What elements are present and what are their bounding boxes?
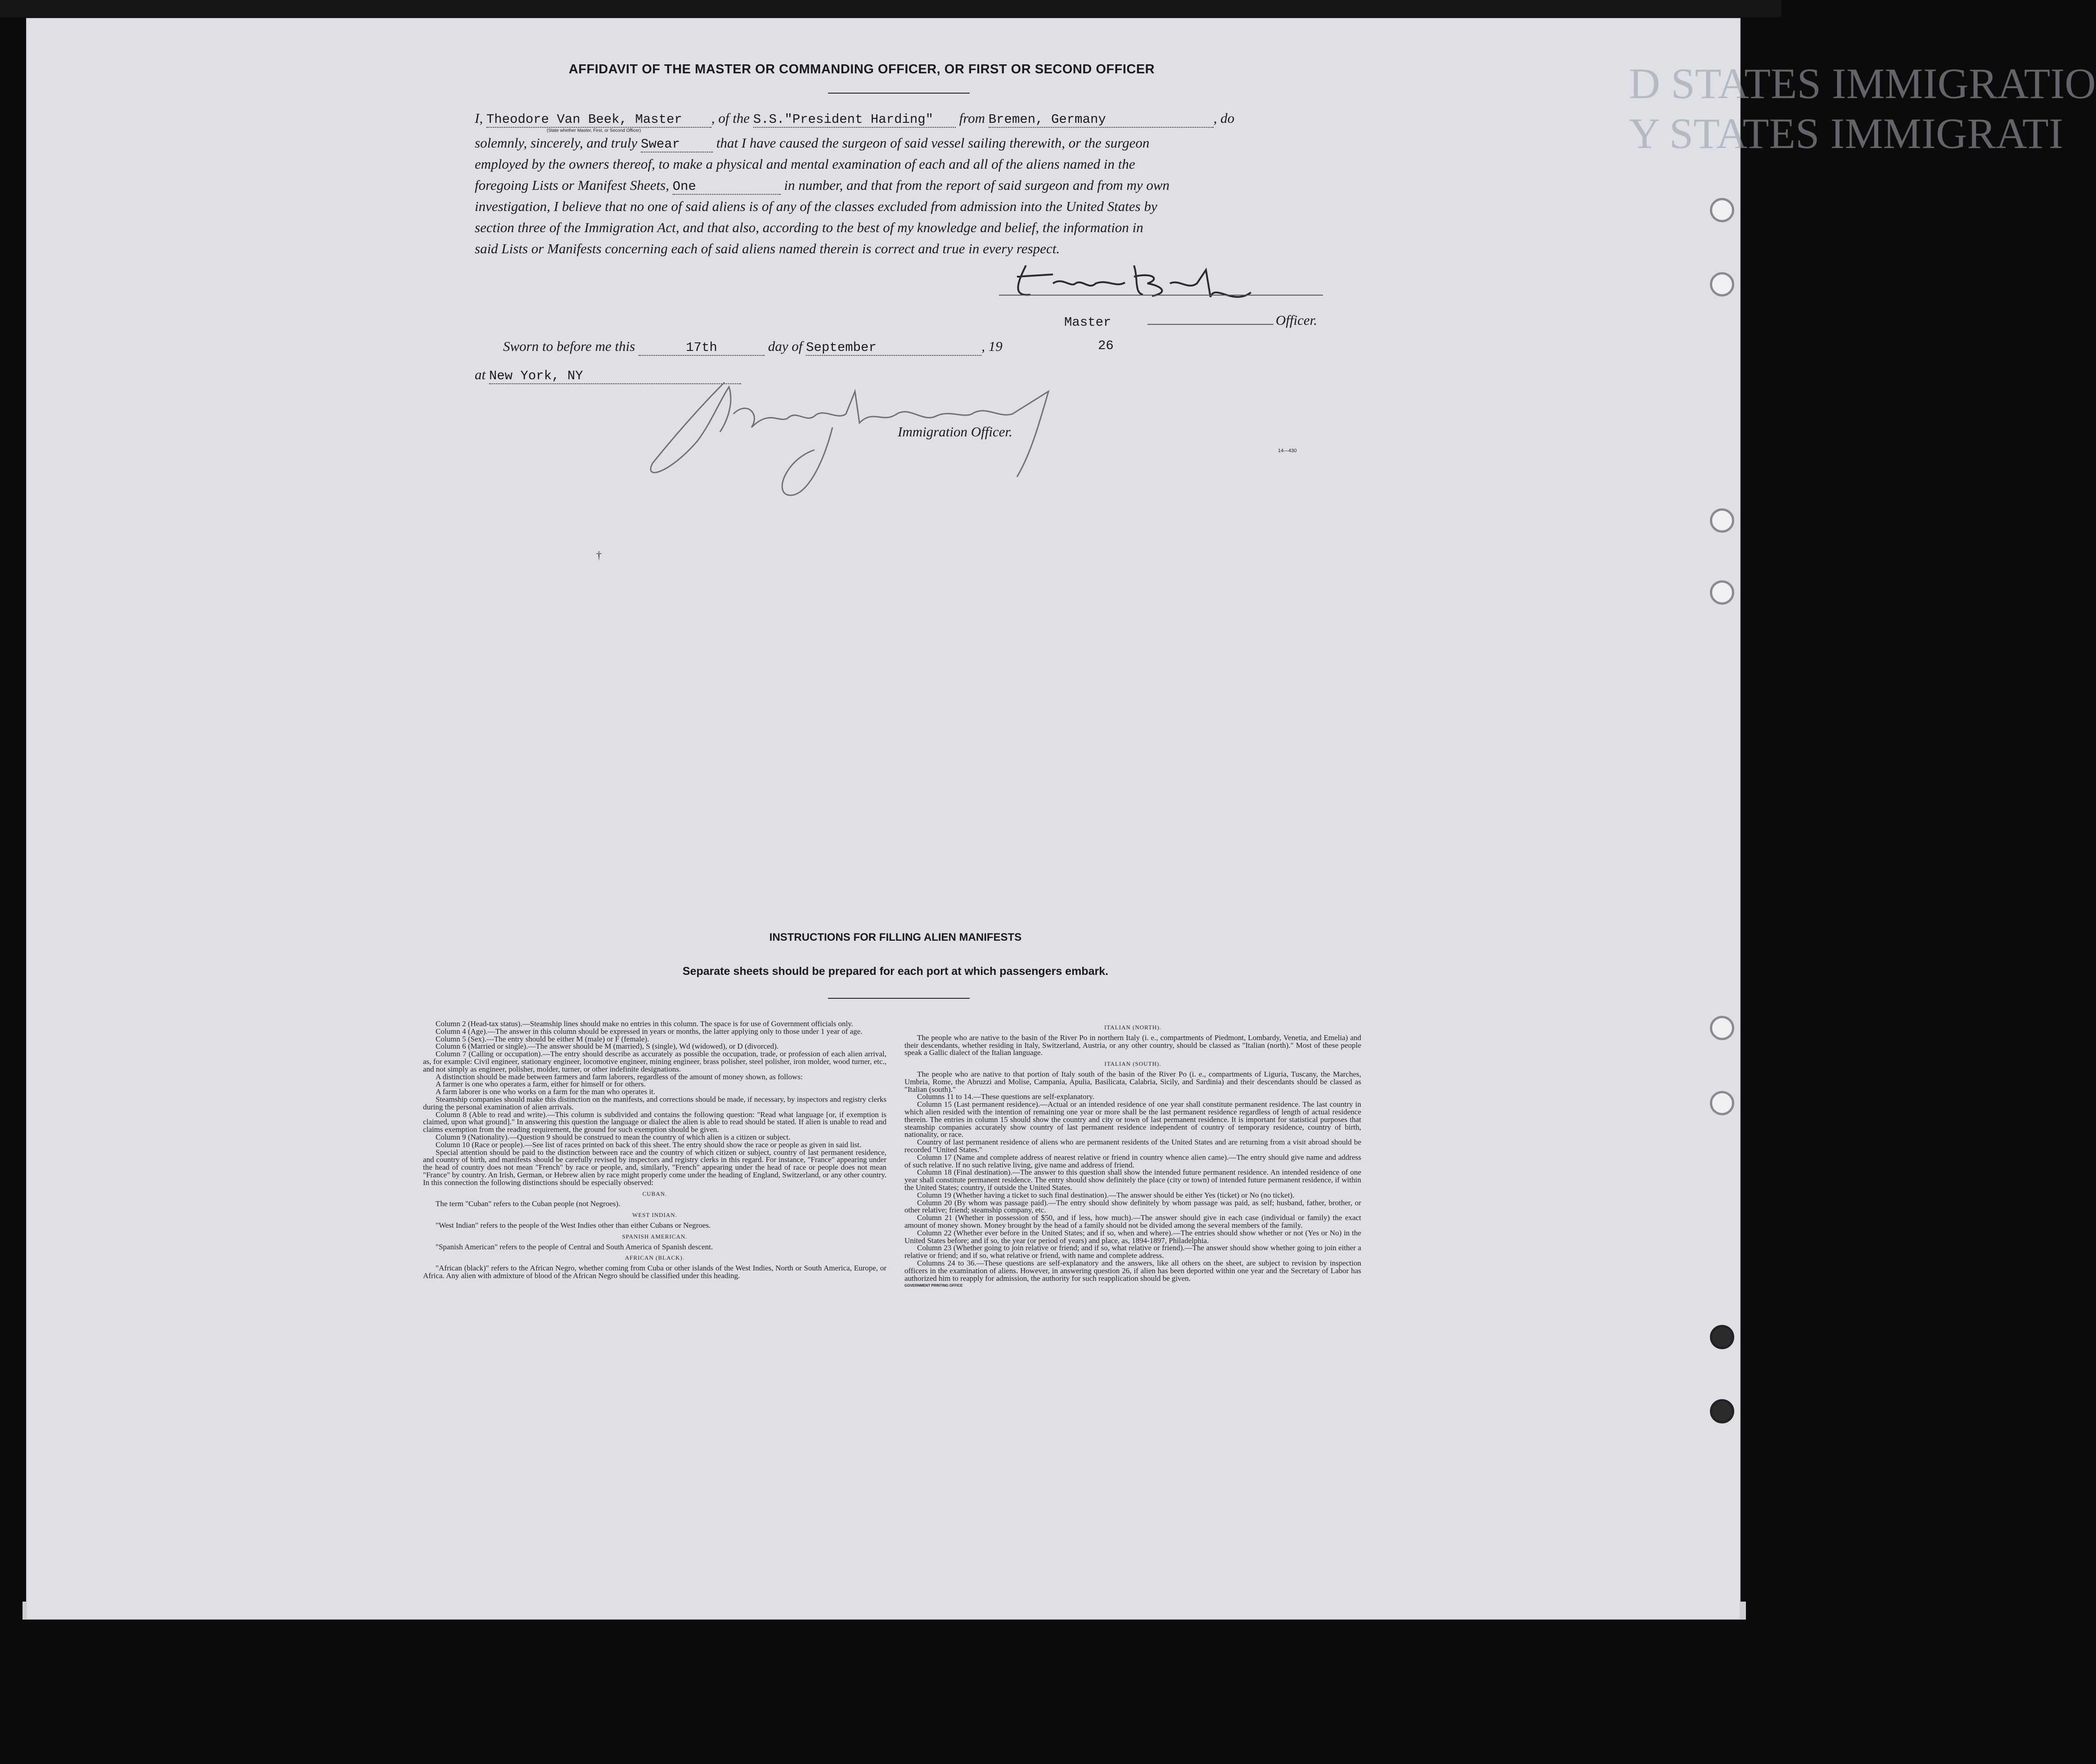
instructions-subtitle: Separate sheets should be prepared for each port at which passengers embark.: [682, 965, 1109, 978]
affidavit-line-6: section three of the Immigration Act, and that also, according to the best of my knowledge and belief, the information in: [475, 220, 1143, 235]
instructions-right-column: [904, 1020, 1361, 1290]
officer-suffix: Officer.: [1276, 312, 1318, 328]
heading-west-indian: WEST INDIAN.: [632, 1212, 677, 1219]
instr-col19: Column 19 (Whether having a ticket to such final destination).—The answer should be either Yes (ticket) or No (no ticket).: [917, 1190, 1295, 1199]
instructions-title: INSTRUCTIONS FOR FILLING ALIEN MANIFESTS: [769, 931, 1022, 943]
title-rule: [828, 93, 970, 94]
sworn-year: 26: [1098, 338, 1114, 353]
text-foregoing: foregoing Lists or Manifest Sheets,: [475, 177, 669, 193]
oath-word: Swear: [641, 137, 713, 153]
heading-cuban: CUBAN.: [642, 1190, 667, 1197]
instr-col2: Column 2 (Head-tax status).—Steamship lines should make no entries in this column. The space is for use of Government officials only.: [436, 1019, 853, 1028]
binder-hole-icon: [1710, 198, 1734, 222]
immigration-officer-label: Immigration Officer.: [898, 424, 1012, 440]
instr-col15: Column 15 (Last permanent residence).—Actual or an intended residence of one year shall constitute permanent residence. The last country in which alien resided with the intention of remaining one year or more shall be the last permanent residence regardless of length of actual residence therein. The entries in column 15 should show the country and city or town of last permanent residence. It is important for statistical purposes that steamship companies accurately show country of last permanent residence independent of country of temporary residence, country of birth, nationality, or race.: [904, 1100, 1361, 1139]
text-solemnly: solemnly, sincerely, and truly: [475, 135, 638, 151]
instr-col11-14: Columns 11 to 14.—These questions are self-explanatory.: [917, 1092, 1094, 1101]
printing-office-imprint: GOVERNMENT PRINTING OFFICE: [904, 1284, 963, 1288]
instr-west-indian: "West Indian" refers to the people of the West Indies other than either Cubans or Negroes.: [436, 1221, 711, 1230]
text-line4b: in number, and that from the report of said surgeon and from my own: [784, 177, 1170, 193]
instr-col5: Column 5 (Sex).—The entry should be either M (male) or F (female).: [436, 1034, 649, 1043]
instr-col6: Column 6 (Married or single).—The answer should be M (married), S (single), Wd (widowed), or D (divorced).: [436, 1042, 779, 1051]
affidavit-line-4: [475, 177, 1327, 195]
form-number: 14—430: [1278, 448, 1297, 453]
text-line2b: that I have caused the surgeon of said vessel sailing therewith, or the surgeon: [716, 135, 1150, 151]
stray-mark: †: [596, 550, 602, 561]
instructions-rule: [828, 998, 970, 999]
instr-african: "African (black)" refers to the African Negro, whether coming from Cuba or other islands of the West Indies, North or South America, Europe, or Africa. Any alien with admixture of blood of the African Negro should be classified under this heading.: [423, 1264, 886, 1280]
instr-farmers: A distinction should be made between farmers and farm laborers, regardless of the amount of money shown, as follows:: [436, 1072, 803, 1081]
binder-hole-icon: [1710, 1016, 1734, 1040]
officer-rank-line: [1147, 324, 1273, 325]
port-from: Bremen, Germany: [989, 112, 1214, 128]
document-page: [26, 18, 1741, 1620]
affidavit-line-7: said Lists or Manifests concerning each of said aliens named therein is correct and true in every respect.: [475, 241, 1060, 256]
instr-col22: Column 22 (Whether ever before in the United States; and if so, when and where).—The entries should show whether or not (Yes or No) in the United States before; and if so, the year (or period of years) and place, as, 1894-1897, Philadelphia.: [904, 1228, 1361, 1245]
master-name: Theodore Van Beek, Master: [486, 112, 711, 128]
instr-col24-36: Columns 24 to 36.—These questions are self-explanatory and the answers, like all others on the sheet, are subject to revision by inspection officers in the examination of aliens. However, in answering question 26, if alien has been deported within one year and the Secretary of Labor has authorized him to reapply for admission, the authority for such reapplication should be given.: [904, 1258, 1361, 1283]
instr-cuban: The term "Cuban" refers to the Cuban people (not Negroes).: [436, 1199, 621, 1208]
immigration-officer-signature: [643, 373, 1102, 508]
vessel-name: S.S."President Harding": [753, 112, 956, 128]
instr-col8: Column 8 (Able to read and write).—This column is subdivided and contains the following question: "Read what language [or, if exemption is claimed, upon what ground]." In answering this question the language or dialect the alien is able to read should be stated. If alien is unable to read and claims exemption from the reading requirement, the ground for such exemption should be given.: [423, 1110, 886, 1134]
scan-frame-top: [0, 0, 1781, 17]
binder-hole-icon: [1710, 272, 1734, 296]
instr-col10: Column 10 (Race or people).—See list of races printed on back of this sheet. The entry should show the race or people as given in said list.: [436, 1140, 862, 1149]
text-nineteen: , 19: [981, 338, 1003, 354]
instr-col17: Column 17 (Name and complete address of nearest relative or friend in country whence alien came).—The entry should give name and address of such relative. If no such relative living, give name and address of friend.: [904, 1153, 1361, 1169]
text-i: I,: [475, 110, 483, 126]
heading-italian-south: ITALIAN (SOUTH).: [1104, 1060, 1161, 1068]
instr-col21: Column 21 (Whether in possession of $50, and if less, how much).—The answer should give in each case (individual or family) the exact amount of money shown. Money brought by the head of a family should not be divided among the several members of the family.: [904, 1213, 1361, 1230]
instr-italian-north: The people who are native to the basin of the River Po in northern Italy (i. e., compartments of Piedmont, Lombardy, Venetia, and Emelia) and their descendants, whether residing in Italy, Switzerland, Austria, or any other country, should be classed as "Italian (north)." Most of these people speak a Gallic dialect of the Italian language.: [904, 1033, 1361, 1057]
bleed-through-text: [1629, 58, 2096, 310]
instr-col18: Column 18 (Final destination).—The answer to this question shall show the intended future permanent residence. An intended residence of one year shall constitute permanent residence. The entry should show definitely the place (city or town) of intended future permanent residence, if within the United States; country, if outside the United States.: [904, 1168, 1361, 1192]
instr-col7: Column 7 (Calling or occupation).—The entry should describe as accurately as possible the occupation, trade, or profession of each alien arrival, as, for example: Civil engineer, stationary engineer, locomotive engineer, mining engineer, brass polisher, steel polisher, iron molder, wood turner, etc., and not simply as engineer, polisher, molder, turner, or other indefinite designations.: [423, 1050, 886, 1073]
affidavit-line-1: [475, 110, 1327, 128]
text-do: , do: [1213, 110, 1235, 126]
instr-spanish-american: "Spanish American" refers to the people of Central and South America of Spanish descent.: [436, 1242, 713, 1251]
text-of-the: , of the: [711, 110, 750, 126]
instr-col4: Column 4 (Age).—The answer in this column should be expressed in years or months, the latter applying only to those under 1 year of age.: [436, 1027, 863, 1036]
instr-col9: Column 9 (Nationality).—Question 9 should be construed to mean the country of which alien is a citizen or subject.: [436, 1132, 791, 1141]
heading-african: AFRICAN (BLACK).: [625, 1254, 685, 1261]
bleed-line-1: D STATES IMMIGRATIO: [1629, 59, 2096, 108]
instr-permanent-residents: Country of last permanent residence of aliens who are permanent residents of the United States and are returning from a visit abroad should be recorded "United States.": [904, 1138, 1361, 1154]
binder-hole-icon: [1710, 1399, 1734, 1423]
sworn-day: 17th: [639, 340, 765, 356]
instr-italian-south: The people who are native to that portion of Italy south of the basin of the River Po (i. e., compartments of Liguria, Tuscany, the Marches, Umbria, Rome, the Abruzzi and Molise, Campania, Apulia, Basilicata, Calabria, Sicily, and Sardinia) and their descendants should be classed as "Italian (south).": [904, 1069, 1361, 1094]
instr-col23: Column 23 (Whether going to join relative or friend; and if so, what relative or friend).—The answer should show whether going to join either a relative or friend; and if so, what relative or friend, with name and complete address.: [904, 1243, 1361, 1260]
binder-hole-icon: [1710, 1325, 1734, 1349]
officer-rank: Master: [1064, 315, 1111, 330]
text-from: from: [959, 110, 985, 126]
sworn-place: New York, NY: [489, 368, 741, 384]
affidavit-line-5: investigation, I believe that no one of said aliens is of any of the classes excluded from admission into the United States by: [475, 198, 1157, 214]
instr-farmer: A farmer is one who operates a farm, either for himself or for others.: [436, 1080, 646, 1089]
instr-special: Special attention should be paid to the distinction between race and the country of which citizen or subject, country of last permanent residence, and country of birth, and manifests should be carefully revised by inspectors and registry clerks in this regard. For instance, "France" appearing under the head of country does not mean "French" by race or people, and, similarly, "French" appearing under the head of race or people does not mean "France" by country. An Irish, German, or Hebrew alien by race might properly come under the heading of England, Switzerland, or any other country. In this connection the following distinctions should be especially observed:: [423, 1148, 886, 1187]
text-day-of: day of: [768, 338, 803, 354]
heading-italian-north: ITALIAN (NORTH).: [1104, 1024, 1161, 1031]
sworn-month: September: [806, 340, 981, 356]
binder-hole-icon: [1710, 580, 1734, 605]
text-sworn: Sworn to before me this: [503, 338, 635, 354]
bleed-line-2: Y STATES IMMIGRATI: [1629, 109, 2063, 157]
text-at: at: [475, 367, 486, 382]
heading-spanish-american: SPANISH AMERICAN.: [622, 1233, 688, 1240]
affidavit-line-2: [475, 135, 1327, 153]
instr-steamship: Steamship companies should make this distinction on the manifests, and corrections should be made, if necessary, by inspectors and registry clerks during the personal examination of alien arrivals.: [423, 1095, 886, 1111]
affidavit-line-3: employed by the owners thereof, to make a physical and mental examination of each and all of the aliens named in the: [475, 156, 1135, 172]
master-signature-line: [999, 295, 1323, 296]
affidavit-title: AFFIDAVIT OF THE MASTER OR COMMANDING OFFICER, OR FIRST OR SECOND OFFICER: [568, 62, 1155, 76]
instructions-left-column: [423, 1020, 886, 1280]
sheet-count: One: [673, 179, 781, 195]
binder-hole-icon: [1710, 1091, 1734, 1115]
instr-col20: Column 20 (By whom was passage paid).—The entry should show definitely by whom passage was paid, as self; husband, father, brother, or other relative; friend; steamship company, etc.: [904, 1198, 1361, 1215]
instr-farm-laborer: A farm laborer is one who works on a farm for the man who operates it.: [436, 1087, 656, 1096]
officer-note: (State whether Master, First, or Second Officer): [547, 128, 641, 133]
master-signature: [999, 256, 1269, 306]
sworn-line: [503, 338, 1156, 356]
binder-hole-icon: [1710, 508, 1734, 533]
